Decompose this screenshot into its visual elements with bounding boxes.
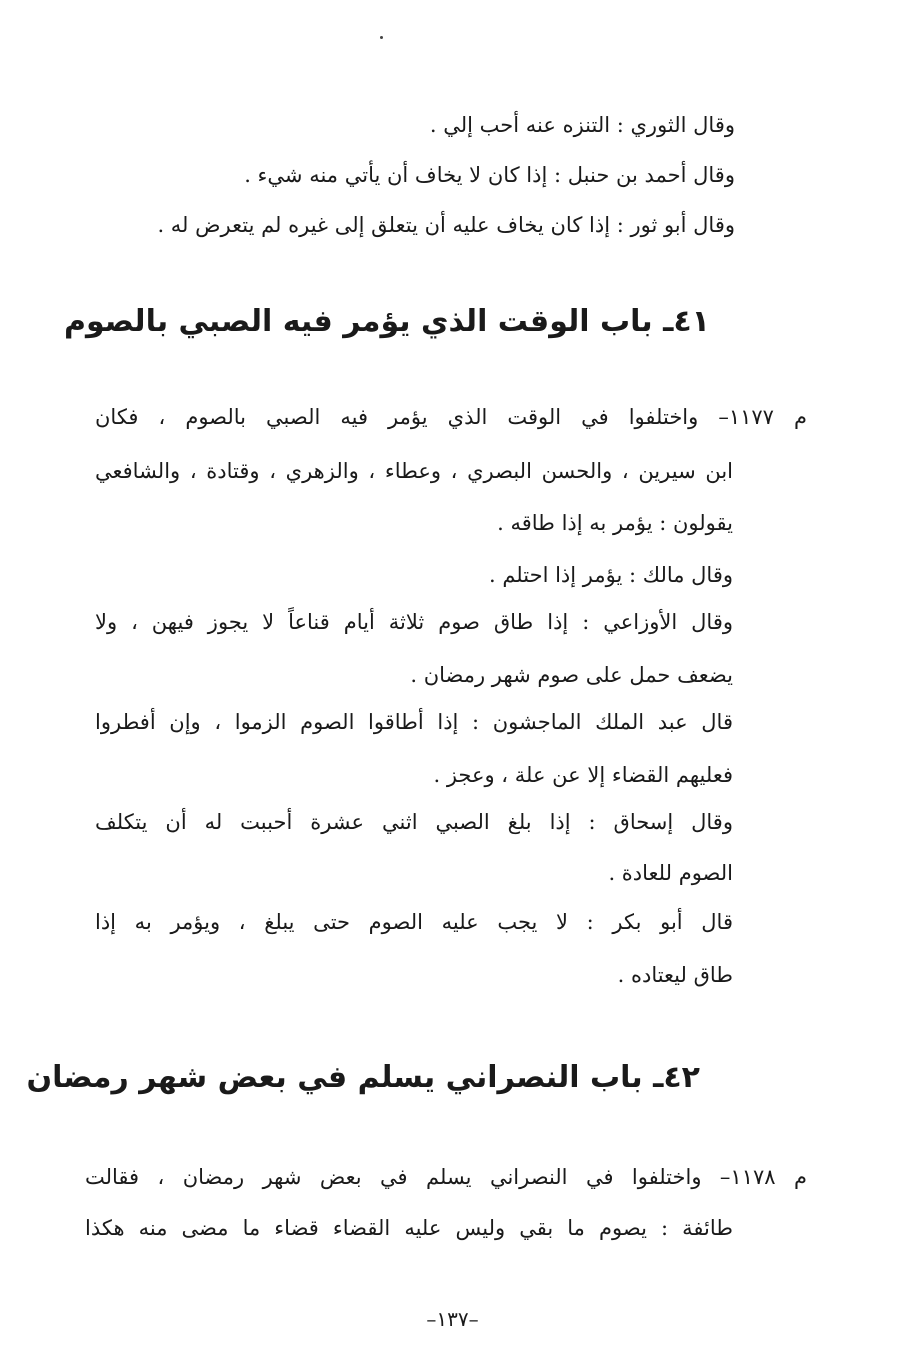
speck-mark [380, 36, 383, 39]
page-number: –١٣٧– [426, 1307, 479, 1331]
text-line: فعليهم القضاء إلا عن علة ، وعجز . [433, 763, 733, 787]
text-line: قال أبو بكر : لا يجب عليه الصوم حتى يبلغ ، ويؤمر به إذا [95, 910, 733, 934]
text-line: طاق ليعتاده . [617, 963, 733, 987]
text-line: م ١١٧٧– واختلفوا في الوقت الذي يؤمر فيه الصبي بالصوم ، فكان [95, 405, 807, 429]
text-line: وقال إسحاق : إذا بلغ الصبي اثني عشرة أحببت له أن يتكلف [95, 810, 733, 834]
text-line: ابن سيرين ، والحسن البصري ، وعطاء ، والزهري ، وقتادة ، والشافعي [95, 459, 733, 483]
text-line: وقال أحمد بن حنبل : إذا كان لا يخاف أن يأتي منه شيء . [244, 163, 735, 187]
text-line: طائفة : يصوم ما بقي وليس عليه القضاء قضاء ما مضى منه هكذا [85, 1216, 733, 1240]
text-line: وقال أبو ثور : إذا كان يخاف عليه أن يتعلق إلى غيره لم يتعرض له . [157, 213, 735, 237]
text-line: يقولون : يؤمر به إذا طاقه . [497, 511, 733, 535]
text-line: وقال الثوري : التنزه عنه أحب إلي . [429, 113, 735, 137]
text-line: قال عبد الملك الماجشون : إذا أطاقوا الصوم الزموا ، وإن أفطروا [95, 710, 733, 734]
text-line: وقال الأوزاعي : إذا طاق صوم ثلاثة أيام قناعاً لا يجوز فيهن ، ولا [95, 610, 733, 634]
text-line: يضعف حمل على صوم شهر رمضان . [410, 663, 733, 687]
text-line: الصوم للعادة . [608, 861, 733, 885]
section-heading: ٤٢ـ باب النصراني يسلم في بعض شهر رمضان [26, 1060, 700, 1095]
text-line: م ١١٧٨– واختلفوا في النصراني يسلم في بعض شهر رمضان ، فقالت [85, 1165, 807, 1189]
text-line: وقال مالك : يؤمر إذا احتلم . [488, 563, 733, 587]
section-heading: ٤١ـ باب الوقت الذي يؤمر فيه الصبي بالصوم [63, 304, 710, 339]
